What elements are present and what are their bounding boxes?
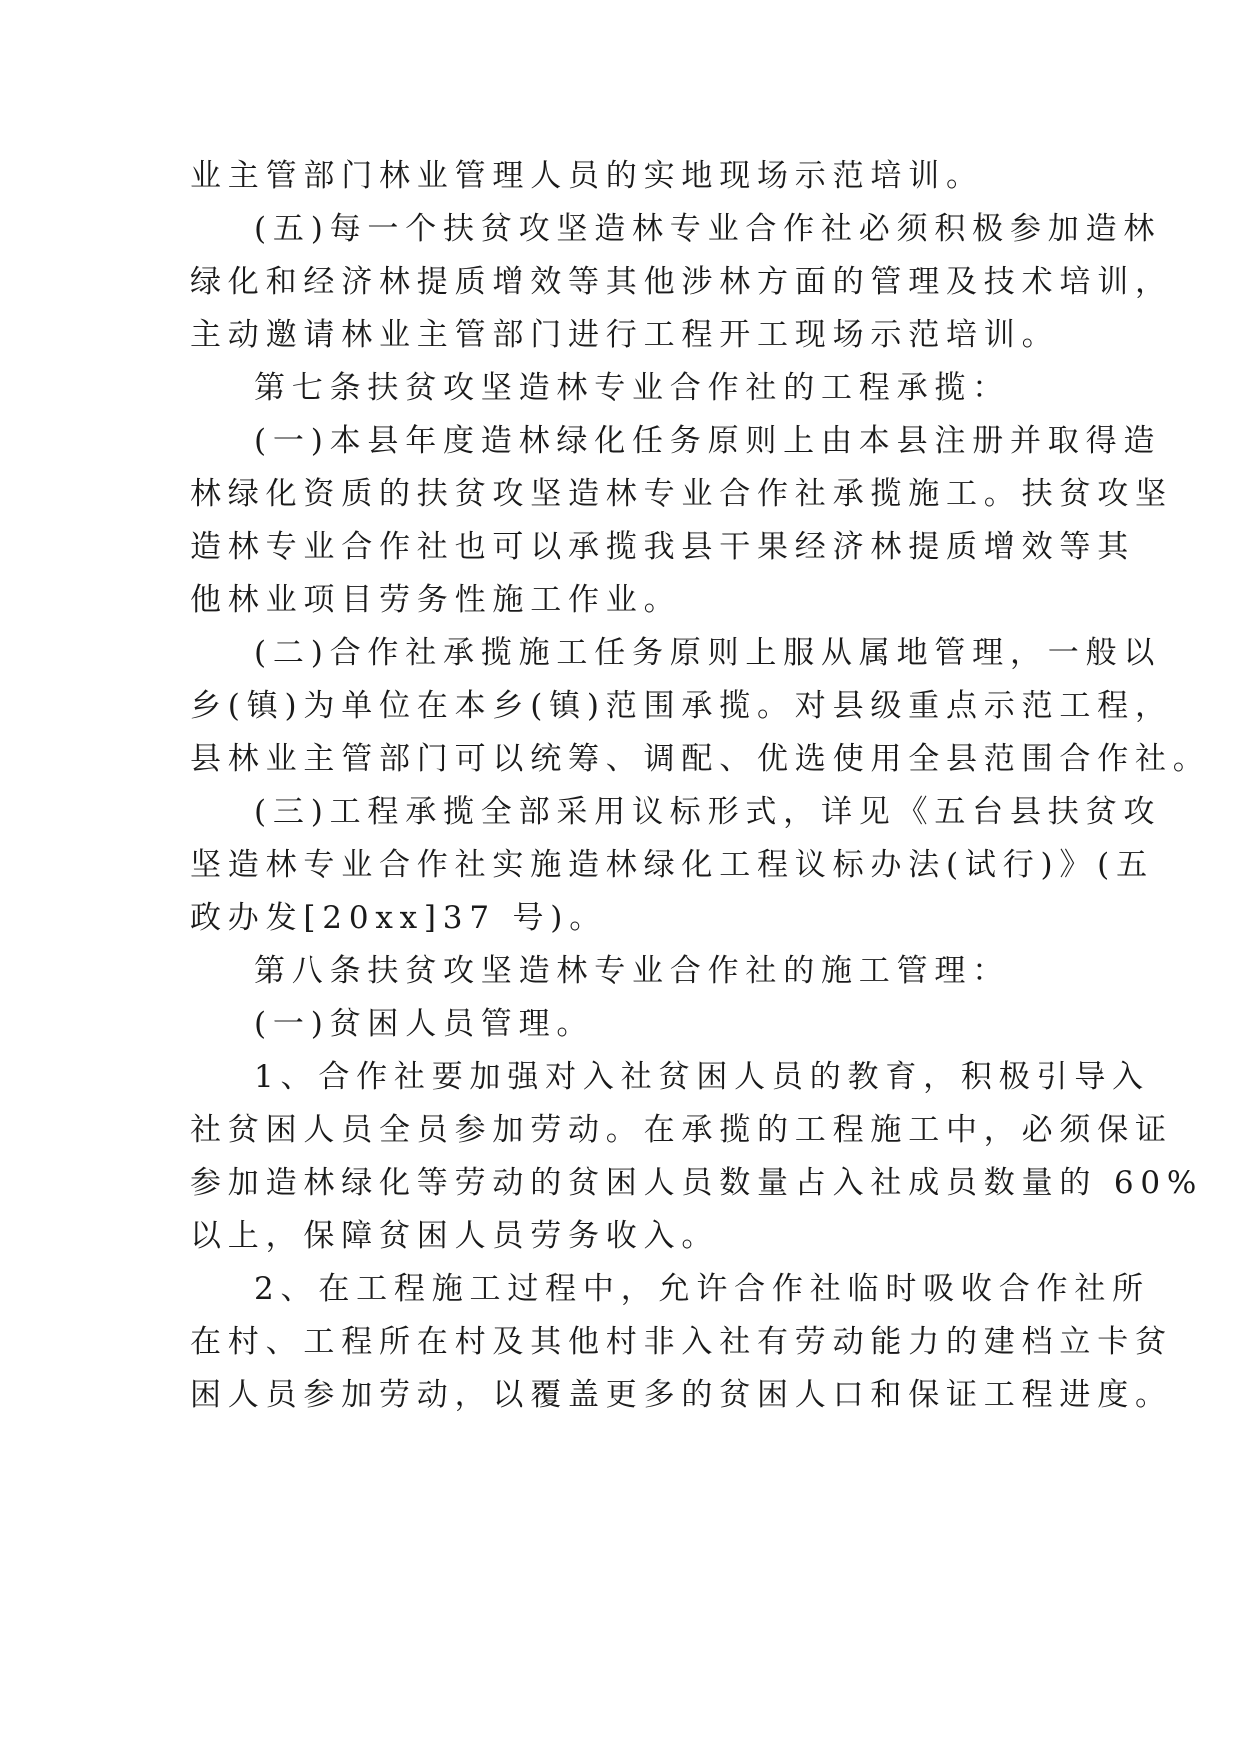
document-line: 坚造林专业合作社实施造林绿化工程议标办法(试行)》(五: [190, 847, 1154, 883]
document-line: 在村、工程所在村及其他村非入社有劳动能力的建档立卡贫: [190, 1324, 1173, 1360]
document-line: 业主管部门林业管理人员的实地现场示范培训。: [190, 158, 984, 194]
document-line: 主动邀请林业主管部门进行工程开工现场示范培训。: [190, 317, 1060, 353]
document-line: 参加造林绿化等劳动的贫困人员数量占入社成员数量的 60%: [190, 1165, 1204, 1201]
document-line: 2、在工程施工过程中，允许合作社临时吸收合作社所: [254, 1271, 1150, 1307]
document-body: [190, 150, 1211, 1422]
document-line: 林绿化资质的扶贫攻坚造林专业合作社承揽施工。扶贫攻坚: [190, 476, 1173, 512]
document-line: 县林业主管部门可以统筹、调配、优选使用全县范围合作社。: [190, 741, 1211, 777]
document-line: (一)本县年度造林绿化任务原则上由本县注册并取得造: [254, 423, 1162, 459]
document-line: (五)每一个扶贫攻坚造林专业合作社必须积极参加造林: [254, 211, 1162, 247]
document-line: 1、合作社要加强对入社贫困人员的教育，积极引导入: [254, 1059, 1150, 1095]
document-line: 第七条扶贫攻坚造林专业合作社的工程承揽：: [254, 370, 1010, 406]
document-line: 困人员参加劳动，以覆盖更多的贫困人口和保证工程进度。: [190, 1377, 1173, 1413]
document-line: (三)工程承揽全部采用议标形式，详见《五台县扶贫攻: [254, 794, 1162, 830]
document-line: 绿化和经济林提质增效等其他涉林方面的管理及技术培训，: [190, 264, 1173, 300]
document-line: 第八条扶贫攻坚造林专业合作社的施工管理：: [254, 953, 1010, 989]
document-line: 他林业项目劳务性施工作业。: [190, 582, 682, 618]
document-line: 造林专业合作社也可以承揽我县干果经济林提质增效等其: [190, 529, 1135, 565]
document-line: (二)合作社承揽施工任务原则上服从属地管理，一般以: [254, 635, 1162, 671]
document-line: (一)贫困人员管理。: [254, 1006, 595, 1042]
document-line: 乡(镇)为单位在本乡(镇)范围承揽。对县级重点示范工程，: [190, 688, 1173, 724]
document-line: 以上，保障贫困人员劳务收入。: [190, 1218, 720, 1254]
document-line: 社贫困人员全员参加劳动。在承揽的工程施工中，必须保证: [190, 1112, 1173, 1148]
document-line: 政办发[20xx]37 号)。: [190, 900, 607, 936]
